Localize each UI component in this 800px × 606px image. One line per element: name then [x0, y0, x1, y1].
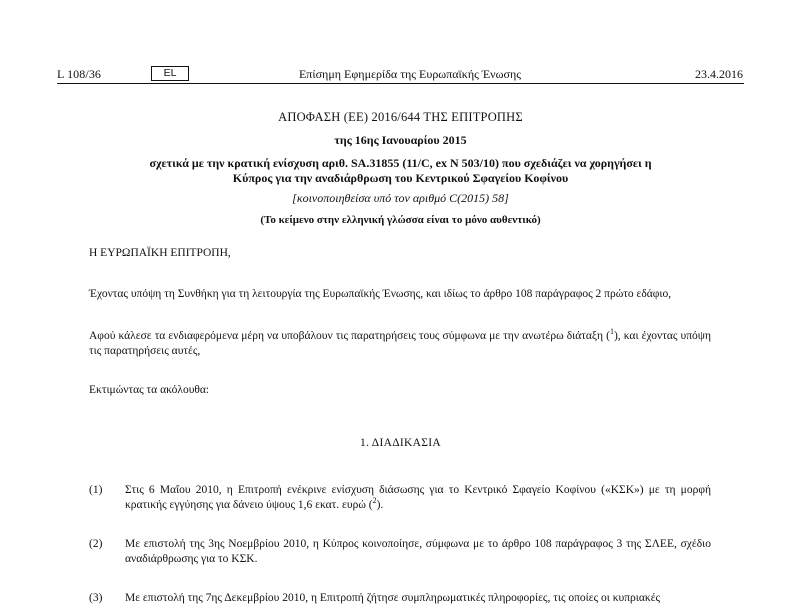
preamble-intro: Η ΕΥΡΩΠΑΪΚΗ ΕΠΙΤΡΟΠΗ,: [89, 247, 231, 259]
decision-subject: [57, 156, 744, 186]
journal-title: Επίσημη Εφημερίδα της Ευρωπαϊκής Ένωσης: [298, 67, 522, 81]
authentic-language-note: (Το κείμενο στην ελληνική γλώσσα είναι το μόνο αυθεντικό): [260, 214, 541, 226]
section-heading-procedure: 1. ΔΙΑΔΙΚΑΣΙΑ: [360, 437, 441, 449]
recital-number: (2): [89, 538, 103, 550]
decision-title: ΑΠΟΦΑΣΗ (ΕΕ) 2016/644 ΤΗΣ ΕΠΙΤΡΟΠΗΣ: [278, 110, 523, 124]
page-reference: L 108/36: [57, 67, 102, 81]
recital-text-end: ).: [376, 499, 384, 511]
decision-subject-line-2: Κύπρος για την αναδιάρθρωση του Κεντρικού Σφαγείου Κοφίνου: [232, 171, 569, 185]
recital-text-main: Στις 6 Μαΐου 2010, η Επιτροπή ενέκρινε ενίσχυση διάσωσης για το Κεντρικό Σφαγείο Κοφίνου («ΚΣΚ») με τη μορφή κρατικής εγγύησης για δάνειο ύψους 1,6 εκατ. ευρώ (: [125, 484, 711, 511]
whereas-intro: Εκτιμώντας τα ακόλουθα:: [89, 384, 210, 396]
notification-reference: [κοινοποιηθείσα υπό τον αριθμό C(2015) 58]: [292, 191, 509, 205]
recital-number: (1): [89, 484, 103, 496]
recital-text: Με επιστολή της 7ης Δεκεμβρίου 2010, η Επιτροπή ζήτησε συμπληρωματικές πληροφορίες, τις οποίες οι κυπριακές: [125, 592, 661, 604]
header-divider: [57, 83, 744, 84]
footnote-ref-2[interactable]: 2: [372, 496, 377, 506]
footnote-ref-1[interactable]: 1: [609, 327, 614, 337]
decision-date: της 16ης Ιανουαρίου 2015: [334, 133, 467, 147]
citation-observations-text-end: ), και έχοντας υπόψη τις παρατηρήσεις αυτές,: [89, 330, 711, 357]
recital-text: Με επιστολή της 3ης Νοεμβρίου 2010, η Κύπρος κοινοποίησε, σύμφωνα με το άρθρο 108 παράγραφος 3 της ΣΛΕΕ, σχέδιο αναδιάρθρωσης για το ΚΣΚ.: [125, 538, 711, 565]
recital-text: [125, 483, 711, 513]
citation-observations: [89, 329, 711, 359]
decision-subject-line-1: σχετικά με την κρατική ενίσχυση αριθ. SA.31855 (11/C, ex N 503/10) που σχεδιάζει να χορηγήσει η: [149, 156, 652, 170]
citation-observations-text: Αφού κάλεσε τα ενδιαφερόμενα μέρη να υποβάλουν τις παρατηρήσεις τους σύμφωνα με την ανωτέρω διάταξη (: [89, 330, 610, 342]
language-badge: EL: [151, 66, 189, 81]
publication-date: 23.4.2016: [695, 67, 743, 81]
citation-treaty: Έχοντας υπόψη τη Συνθήκη για τη λειτουργία της Ευρωπαϊκής Ένωσης, και ιδίως το άρθρο 108 παράγραφος 2 πρώτο εδάφιο,: [89, 288, 672, 300]
recital-number: (3): [89, 592, 103, 604]
